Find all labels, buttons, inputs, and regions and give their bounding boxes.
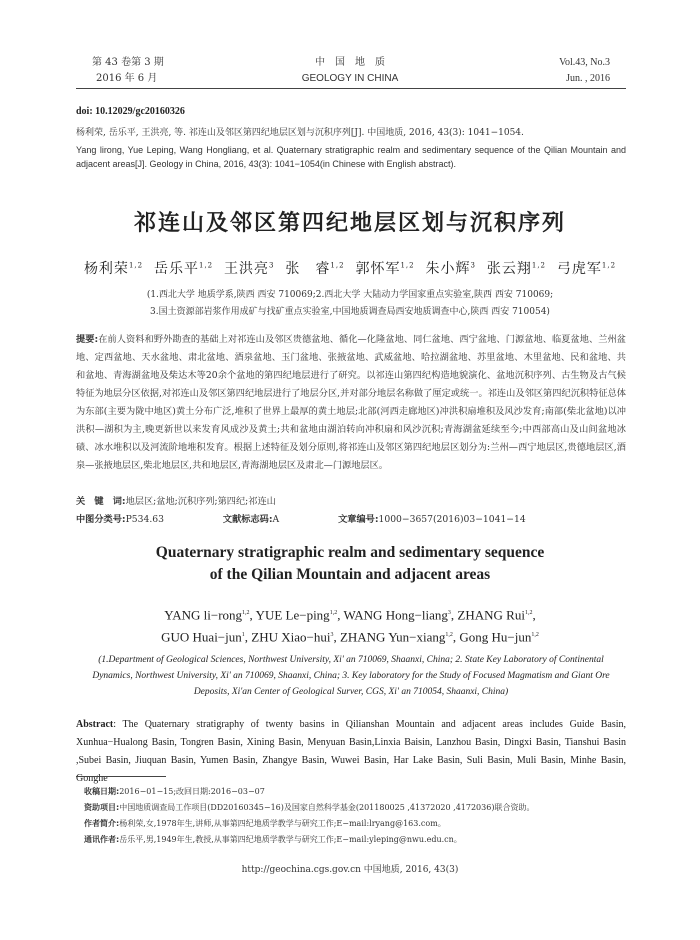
keywords-cn [76, 493, 276, 507]
keywords-text: 地层区;盆地;沉积序列;第四纪;祁连山 [125, 496, 276, 507]
header-rule [76, 88, 626, 89]
author-cn: 王洪亮$^3$ [224, 261, 275, 277]
classification-line [76, 511, 626, 525]
authors-cn [0, 258, 700, 278]
volume-number: Vol.43, No.3 [559, 57, 610, 68]
author-cn: 张云翔$^{1,2}$ [486, 261, 547, 277]
affiliation-cn-line1: (1.西北大学 地质学系,陕西 西安 710069;2.西北大学 大陆动力学国家重点实验室,陕西 西安 710069; [146, 290, 554, 300]
footnote-corresponding: 通讯作者:岳乐平,男,1949年生,教授,从事第四纪地质学教学与研究工作;E−mail:yleping@nwu.edu.cn。 [84, 835, 462, 844]
authors-en-line1: YANG li−rong$^{1,2}$, YUE Le−ping$^{1,2}$, WANG Hong−liang$^3$, ZHANG Rui$^{1,2}$, [164, 607, 536, 623]
abstract-cn-label: 提要: [76, 334, 99, 345]
issue-date-cn: 2016 年 6 月 [96, 73, 158, 84]
author-cn: 弓虎军$^{1,2}$ [556, 261, 617, 277]
article-number: 文章编号:1000−3657(2016)03−1041−14 [338, 514, 526, 525]
issue-date-en: Jun. , 2016 [566, 73, 610, 84]
author-cn: 郭怀军$^{1,2}$ [355, 261, 415, 277]
author-cn: 张 睿$^{1,2}$ [285, 261, 345, 277]
abstract-en-label: Abstract [76, 719, 114, 730]
volume-issue: 第 43 卷第 3 期 [92, 57, 164, 68]
author-cn: 朱小辉$^3$ [425, 261, 476, 277]
abstract-en [76, 716, 626, 788]
journal-name-cn: 中 国 地 质 [315, 57, 385, 68]
document-code: 文献标志码:A [222, 514, 280, 525]
footnote-rule [76, 776, 166, 777]
author-cn: 杨利荣$^{1,2}$ [83, 261, 144, 277]
authors-en-line2: GUO Huai−jun$^1$, ZHU Xiao−hui$^3$, ZHANG Yun−xiang$^{1,2}$, Gong Hu−jun$^{1,2}$ [161, 629, 539, 645]
title-en: Quaternary stratigraphic realm and sedimentary sequence of the Qilian Mountain and adjacent areas [155, 544, 545, 583]
author-cn: 岳乐平$^{1,2}$ [153, 261, 214, 277]
page-footer[interactable]: http://geochina.cgs.gov.cn 中国地质, 2016, 43(3) [241, 865, 459, 875]
affiliation-en: (1.Department of Geological Sciences, Northwest University, Xi' an 710069, Shaanxi, China; 2. State Key Laboratory of Continental Dynamics, Northwest University, Xi' an 710069, Shaanxi, China; 3. Key laboratory for the Study of Focused Magmatism and Giant Ore Deposits, Xi'an Center of Geological Surver, CGS, Xi' an 710054, Shaanxi, China) [92, 655, 610, 697]
abstract-cn-text: 在前人资料和野外勘查的基础上对祁连山及邻区贵德盆地、循化—化隆盆地、同仁盆地、西宁盆地、门源盆地、临夏盆地、兰州盆地、定西盆地、天水盆地、肃北盆地、酒泉盆地、玉门盆地、张掖盆地、武威盆地、哈拉湖盆地、苏里盆地、木里盆地、民和盆地、共和盆地、青海湖盆地及柴达木等20余个盆地的第四纪地层进行了研究。以祁连山第四纪构造地貌演化、盆地沉积序列、古生物及古气候特征为地层分区依据,对祁连山及邻区第四纪地层进行了地层分区,并对部分地层名称做了厘定或统一。祁连山及邻区第四纪沉积特征总体为东部(主要为陇中地区)黄土分布广泛,堆积了世界上最厚的黄土地层;北部(河西走廊地区)冲洪积扇堆积及风沙发育;南部(柴北盆地)以冲洪积—湖积为主,晚更新世以来发育风成沙及黄土;共和盆地由湖泊转向冲积扇和风沙沉积;青海湖盆延续至今;中西部高山及山间盆地冰碛、冰水堆积以及河流阶地堆积发育。根据上述特征及划分原则,将祁连山及邻区第四纪地层区划分为:兰州—西宁地层区,贵德地层区,酒泉—张掖地层区,柴北地层区,共和地层区,青海湖地层区及肃北—门源地层区。 [76, 334, 626, 471]
title-cn: 祁连山及邻区第四纪地层区划与沉积序列 [133, 211, 566, 236]
citation-cn: 杨利荣, 岳乐平, 王洪亮, 等. 祁连山及邻区第四纪地层区划与沉积序列[J]. 中国地质, 2016, 43(3): 1041−1054. [76, 128, 524, 138]
abstract-en-text: : The Quaternary stratigraphy of twenty basins in Qilianshan Mountain and adjacent areas includes Guide Basin, Xunhua−Hualong Basin, Tongren Basin, Xining Basin, Menyuan Basin,Linxia Baisin, Lanzhou Basin, Dingxi Basin, Tianshui Basin ,Subei Basin, Jiuquan Basin, Yumen Basin, Zhangye Basin, Wuwei Basin, Har Lake Basin, Suli Basin, Muli Basin, Minhe Basin, Gonghe [76, 719, 626, 784]
abstract-cn [76, 331, 626, 475]
clc-number: 中图分类号:P534.63 [76, 514, 164, 525]
footnote-funding: 资助项目:中国地质调查局工作项目(DD20160345−16)及国家自然科学基金(201180025 ,41372020 ,4172036)联合资助。 [84, 803, 535, 812]
header-right [559, 55, 610, 87]
authors-en [0, 603, 700, 648]
footnote-received: 收稿日期:2016−01−15;改回日期:2016−03−07 [84, 787, 265, 796]
doi[interactable]: doi: 10.12029/gc20160326 [76, 106, 185, 117]
affiliation-cn-line2: 3.国土资源部岩浆作用成矿与找矿重点实验室,中国地质调查局西安地质调查中心,陕西 西安 710054) [150, 307, 550, 317]
citation-en: Yang lirong, Yue Leping, Wang Hongliang, et al. Quaternary stratigraphic realm and sedimentary sequence of the Qilian Mountain and adjacent areas[J]. Geology in China, 2016, 43(3): 1041−1054(in Chinese with English abstract). [76, 145, 626, 169]
keywords-label: 关 键 词: [76, 496, 126, 507]
journal-name-en: GEOLOGY IN CHINA [301, 73, 399, 84]
footnote-author-bio: 作者简介:杨利荣,女,1978年生,讲师,从事第四纪地质学教学与研究工作;E−mail:lryang@163.com。 [84, 819, 446, 828]
